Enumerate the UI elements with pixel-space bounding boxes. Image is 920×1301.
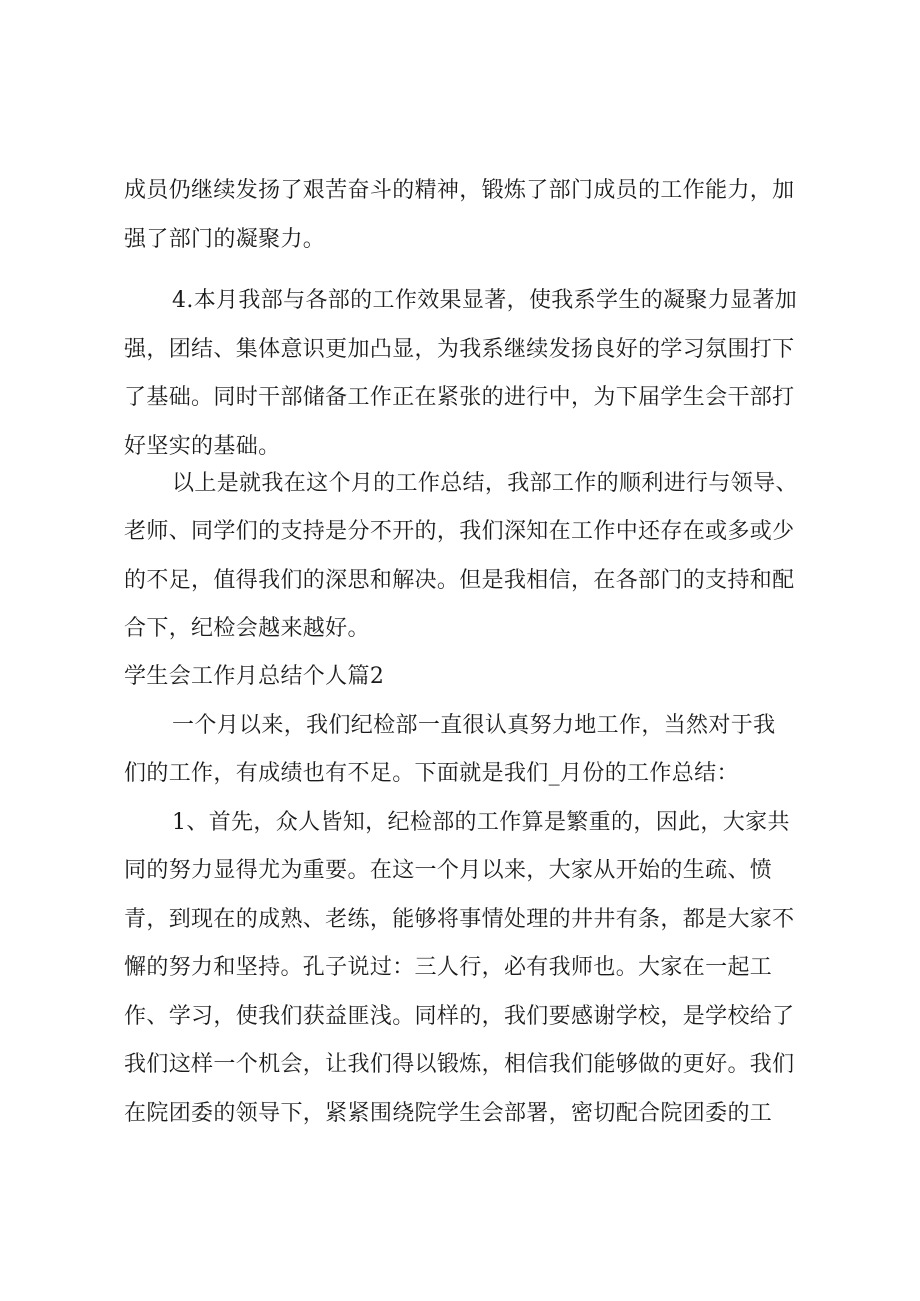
text-line: 强了部门的凝聚力。 — [124, 227, 326, 252]
text-line: 作、学习，使我们获益匪浅。同样的，我们要感谢学校，是学校给了 — [124, 1004, 795, 1029]
text-line: 好坚实的基础。 — [124, 434, 281, 459]
text-line: 一个月以来，我们纪检部一直很认真努力地工作，当然对于我 — [172, 713, 776, 738]
text-line: 成员仍继续发扬了艰苦奋斗的精神，锻炼了部门成员的工作能力，加 — [124, 178, 795, 203]
text-line: 4.本月我部与各部的工作效果显著，使我系学生的凝聚力显著加 — [172, 288, 798, 313]
text-line: 强，团结、集体意识更加凸显，为我系继续发扬良好的学习氛围打下 — [124, 337, 795, 362]
text-line: 们的工作，有成绩也有不足。下面就是我们_月份的工作总结： — [124, 761, 739, 786]
text-line: 同的努力显得尤为重要。在这一个月以来，大家从开始的生疏、愤 — [124, 858, 773, 883]
text-line: 1、首先，众人皆知，纪检部的工作算是繁重的，因此，大家共 — [172, 810, 790, 835]
text-line: 老师、同学们的支持是分不开的，我们深知在工作中还存在或多或少 — [124, 519, 795, 544]
text-line: 合下，纪检会越来越好。 — [124, 616, 370, 641]
text-line: 在院团委的领导下，紧紧围绕院学生会部署，密切配合院团委的工 — [124, 1101, 773, 1126]
text-line: 青，到现在的成熟、老练，能够将事情处理的井井有条，都是大家不 — [124, 907, 795, 932]
text-line: 以上是就我在这个月的工作总结，我部工作的顺利进行与领导、 — [172, 471, 798, 496]
section-heading: 学生会工作月总结个人篇2 — [124, 664, 385, 689]
text-line: 我们这样一个机会，让我们得以锻炼，相信我们能够做的更好。我们 — [124, 1052, 795, 1077]
text-line: 的不足，值得我们的深思和解决。但是我相信，在各部门的支持和配 — [124, 568, 795, 593]
text-line: 懈的努力和坚持。孔子说过：三人行，必有我师也。大家在一起工 — [124, 955, 773, 980]
text-line: 了基础。同时干部储备工作正在紧张的进行中，为下届学生会干部打 — [124, 385, 795, 410]
